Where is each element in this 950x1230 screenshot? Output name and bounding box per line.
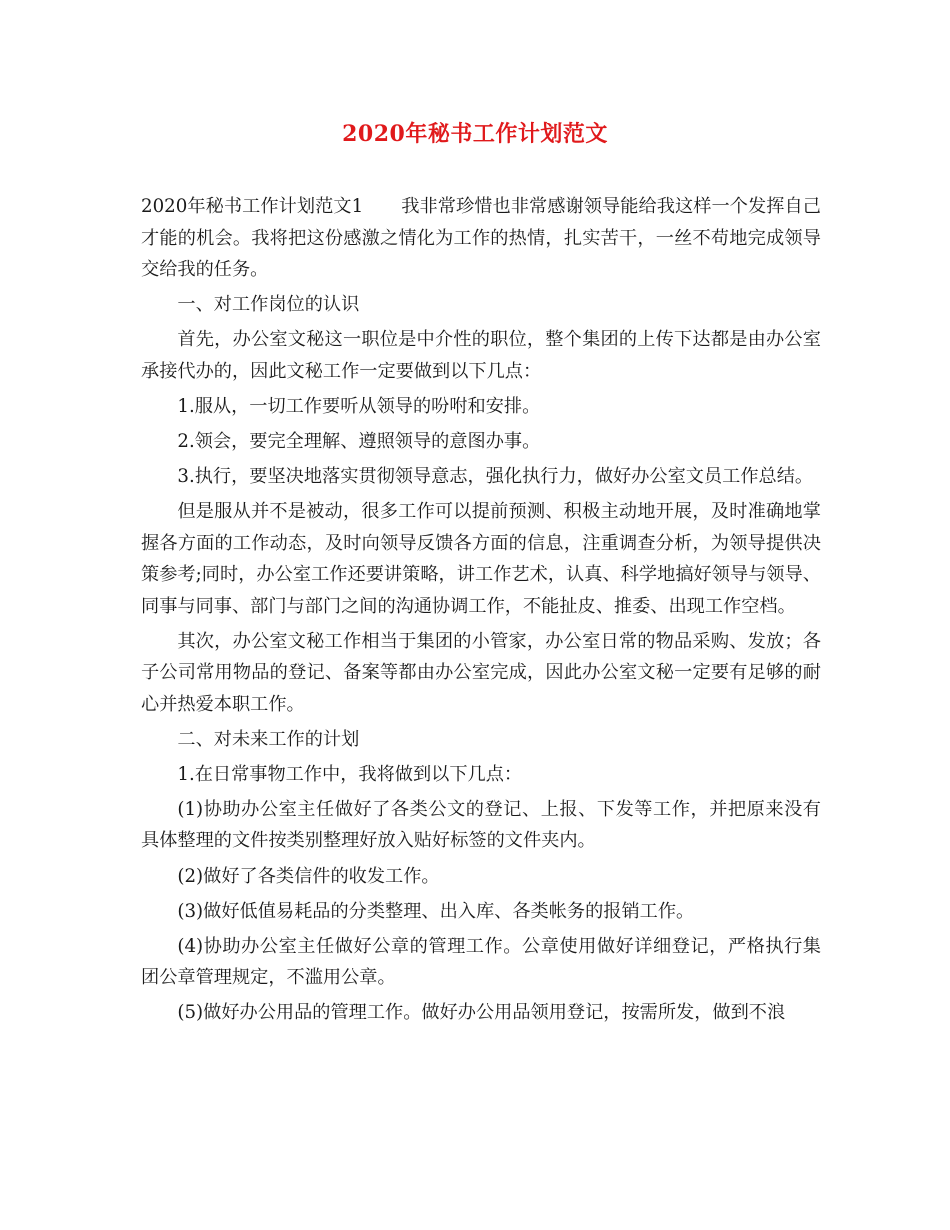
document-title: 2020年秘书工作计划范文 bbox=[342, 121, 608, 147]
section-heading-1: 一、对工作岗位的认识 bbox=[177, 294, 360, 316]
intro-text: 我非常珍惜也非常感谢领导能给我这样一个发挥自己才能的机会。我将把这份感激之情化为工作的热情，扎实苦干，一丝不苟地完成领导交给我的任务。 bbox=[141, 196, 821, 280]
paragraph: 但是服从并不是被动，很多工作可以提前预测、积极主动地开展，及时准确地掌握各方面的工作动态，及时向领导反馈各方面的信息，注重调查分析，为领导提供决策参考;同时，办公室工作还要讲策略，讲工作艺术，认真、科学地搞好领导与领导、同事与同事、部门与部门之间的沟通协调工作，不能扯皮、推委、出现工作空档。 bbox=[141, 501, 821, 617]
intro-paragraph bbox=[141, 191, 821, 286]
list-item: 2.领会，要完全理解、遵照领导的意图办事。 bbox=[177, 430, 541, 452]
list-item: 3.执行，要坚决地落实贯彻领导意志，强化执行力，做好办公室文员工作总结。 bbox=[177, 465, 814, 487]
list-item: (2)做好了各类信件的收发工作。 bbox=[177, 865, 440, 887]
list-item: 1.在日常事物工作中，我将做到以下几点： bbox=[177, 763, 523, 785]
section-heading-2: 二、对未来工作的计划 bbox=[177, 728, 360, 750]
intro-heading: 2020年秘书工作计划范文1 bbox=[141, 196, 364, 217]
list-item: (3)做好低值易耗品的分类整理、出入库、各类帐务的报销工作。 bbox=[177, 900, 695, 922]
document-body bbox=[141, 191, 821, 1032]
list-item: (4)协助办公室主任做好公章的管理工作。公章使用做好详细登记，严格执行集团公章管理规定，不滥用公章。 bbox=[141, 935, 821, 989]
paragraph: 其次，办公室文秘工作相当于集团的小管家，办公室日常的物品采购、发放；各子公司常用物品的登记、备案等都由办公室完成，因此办公室文秘一定要有足够的耐心并热爱本职工作。 bbox=[141, 630, 821, 715]
paragraph: 首先，办公室文秘这一职位是中介性的职位，整个集团的上传下达都是由办公室承接代办的，因此文秘工作一定要做到以下几点： bbox=[141, 329, 821, 382]
list-item: 1.服从，一切工作要听从领导的吩咐和安排。 bbox=[177, 395, 541, 417]
list-item: (5)做好办公用品的管理工作。做好办公用品领用登记，按需所发，做到不浪 bbox=[177, 1002, 786, 1024]
list-item: (1)协助办公室主任做好了各类公文的登记、上报、下发等工作，并把原来没有具体整理的文件按类别整理好放入贴好标签的文件夹内。 bbox=[141, 798, 821, 852]
